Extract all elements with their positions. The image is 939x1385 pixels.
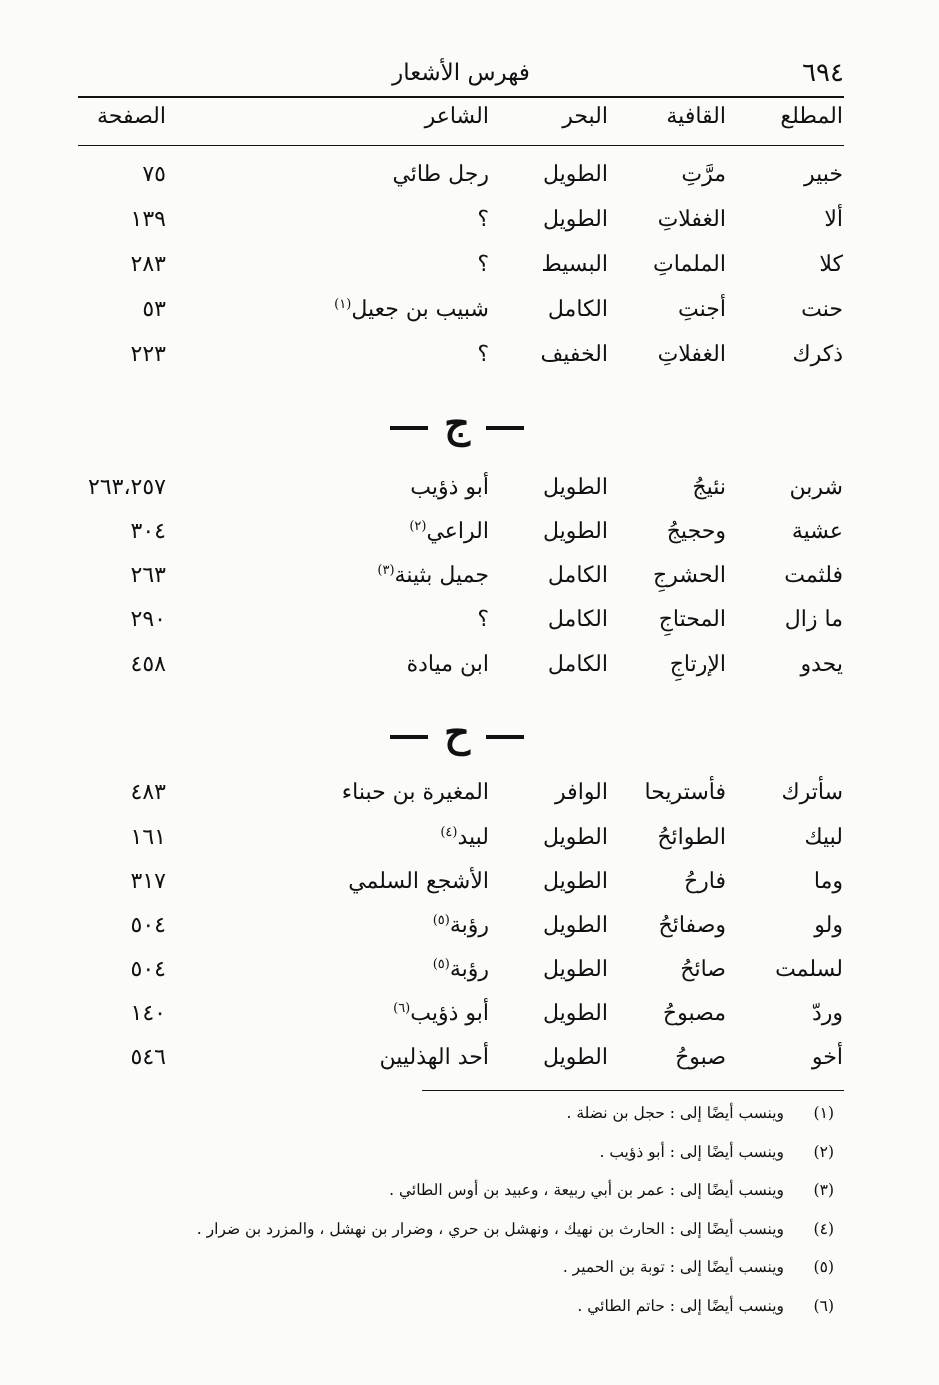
meter-cell: الوافر xyxy=(555,780,608,805)
poet-cell: رؤبة$^{(٥)}$ xyxy=(432,912,489,938)
opening-cell: فلثمت xyxy=(784,563,843,588)
section-letter: ح xyxy=(444,709,470,756)
page-ref-cell: ٥٠٤ xyxy=(130,957,166,982)
rhyme-cell: الغفلاتِ xyxy=(657,342,726,367)
page-ref-cell: ٣١٧ xyxy=(130,869,166,894)
rhyme-cell: المحتاجِ xyxy=(658,607,726,632)
footnote xyxy=(114,1297,834,1336)
footnote-text: وينسب أيضًا إلى : الحارث بن نهيك ، ونهشل بن حري ، وضرار بن نهشل ، والمزرد بن ضرار . xyxy=(196,1219,784,1238)
page-ref-cell: ٥٣ xyxy=(142,297,166,322)
table-row xyxy=(0,913,939,953)
col-header-poet: الشاعر xyxy=(424,104,489,129)
footnote-ref: (٦) xyxy=(393,1000,411,1016)
section-letter: ج xyxy=(444,400,470,447)
table-row xyxy=(0,869,939,909)
top-rule xyxy=(78,96,844,98)
meter-cell: الطويل xyxy=(542,957,608,982)
rhyme-cell: صائحُ xyxy=(680,957,726,982)
footnote-text: وينسب أيضًا إلى : عمر بن أبي ربيعة ، وعبيد بن أوس الطائي . xyxy=(389,1181,784,1199)
poet-cell: ابن ميادة xyxy=(406,652,489,677)
footnote xyxy=(114,1143,834,1182)
footnote-text: وينسب أيضًا إلى : حاتم الطائي . xyxy=(577,1296,784,1315)
meter-cell: الكامل xyxy=(547,563,608,588)
opening-cell: وردّ xyxy=(811,1001,843,1026)
poet-cell: لبيد$^{(٤)}$ xyxy=(440,824,489,850)
table-row xyxy=(0,563,939,603)
header-rule xyxy=(78,145,844,146)
opening-cell: لسلمت xyxy=(775,957,843,982)
poet-cell: الأشجع السلمي xyxy=(348,869,489,894)
meter-cell: الكامل xyxy=(547,652,608,677)
col-header-page: الصفحة xyxy=(96,104,166,129)
column-headers xyxy=(0,104,939,138)
footnote-number: (٥) xyxy=(813,1258,834,1276)
poet-cell: رجل طائي xyxy=(392,162,489,187)
page-ref-cell: ٥٠٤ xyxy=(130,913,166,938)
table-row xyxy=(0,162,939,202)
col-header-meter: البحر xyxy=(562,104,608,129)
table-row xyxy=(0,519,939,559)
rhyme-cell: مصبوحُ xyxy=(662,1001,726,1026)
opening-cell: شربن xyxy=(789,475,843,500)
meter-cell: الطويل xyxy=(542,869,608,894)
footnote-number: (١) xyxy=(813,1104,834,1122)
poet-cell: الراعي$^{(٢)}$ xyxy=(409,518,489,544)
rhyme-cell: نئيجُ xyxy=(692,475,726,500)
col-header-rhyme: القافية xyxy=(666,104,726,129)
table-row xyxy=(0,825,939,865)
footnote-ref: (٢) xyxy=(409,518,427,534)
running-title: فهرس الأشعار xyxy=(392,60,530,86)
page-ref-cell: ٤٥٨ xyxy=(130,652,166,677)
opening-cell: كلا xyxy=(819,252,843,277)
opening-cell: وما xyxy=(813,869,843,894)
table-row xyxy=(0,957,939,997)
table-row xyxy=(0,607,939,647)
divider-dash xyxy=(390,426,428,430)
footnote-number: (٣) xyxy=(813,1181,834,1199)
meter-cell: الخفيف xyxy=(540,342,608,367)
section-heading-jim xyxy=(390,400,524,450)
poet-cell: ؟ xyxy=(477,342,489,367)
table-row xyxy=(0,252,939,292)
rhyme-cell: الحشرجِ xyxy=(653,563,726,588)
meter-cell: الطويل xyxy=(542,162,608,187)
poet-cell: ؟ xyxy=(477,252,489,277)
table-row xyxy=(0,652,939,692)
page-ref-cell: ٢٢٣ xyxy=(130,342,166,367)
poet-cell: المغيرة بن حبناء xyxy=(341,780,489,805)
page-ref-cell: ٢٩٠ xyxy=(130,607,166,632)
table-row xyxy=(0,780,939,820)
footnote-rule xyxy=(422,1090,844,1091)
page-ref-cell: ١٤٠ xyxy=(130,1001,166,1026)
opening-cell: سأترك xyxy=(781,780,843,805)
running-head xyxy=(78,58,844,94)
meter-cell: الطويل xyxy=(542,1045,608,1070)
table-row xyxy=(0,1045,939,1085)
rhyme-cell: أجنتِ xyxy=(678,297,726,322)
table-row xyxy=(0,207,939,247)
footnote xyxy=(114,1181,834,1220)
poet-cell: ؟ xyxy=(477,207,489,232)
footnote-number: (٦) xyxy=(813,1296,834,1315)
footnote-text: وينسب أيضًا إلى : توبة بن الحمير . xyxy=(562,1258,784,1276)
page-number: ٦٩٤ xyxy=(802,58,844,88)
page-ref-cell: ٥٤٦ xyxy=(130,1045,166,1070)
poet-cell: أحد الهذليين xyxy=(379,1045,489,1070)
rhyme-cell: وحجيجُ xyxy=(666,519,726,544)
rhyme-cell: وصفائحُ xyxy=(658,913,726,938)
meter-cell: الطويل xyxy=(542,913,608,938)
opening-cell: ما زال xyxy=(784,607,843,632)
table-row xyxy=(0,475,939,515)
footnotes xyxy=(114,1104,834,1335)
rhyme-cell: صبوحُ xyxy=(675,1045,726,1070)
meter-cell: الكامل xyxy=(547,297,608,322)
footnote-text: وينسب أيضًا إلى : أبو ذؤيب . xyxy=(599,1142,784,1161)
page-ref-cell: ١٦١ xyxy=(130,825,166,850)
opening-cell: ذكرك xyxy=(792,342,843,367)
rhyme-cell: مرَّتِ xyxy=(681,162,726,187)
opening-cell: خبير xyxy=(803,162,843,187)
opening-cell: أخو xyxy=(811,1045,843,1070)
meter-cell: الطويل xyxy=(542,1001,608,1026)
opening-cell: يحدو xyxy=(800,652,843,677)
poet-cell: ؟ xyxy=(477,607,489,632)
rhyme-cell: الملماتِ xyxy=(653,252,726,277)
footnote-ref: (١) xyxy=(334,296,352,312)
footnote-ref: (٣) xyxy=(377,562,395,578)
rhyme-cell: الإرتاجِ xyxy=(669,652,726,677)
table-row xyxy=(0,297,939,337)
page-ref-cell: ١٣٩ xyxy=(130,207,166,232)
page-ref-cell: ٢٦٣،٢٥٧ xyxy=(88,475,166,500)
opening-cell: ألا xyxy=(824,207,843,232)
meter-cell: الطويل xyxy=(542,825,608,850)
footnote-number: (٤) xyxy=(813,1219,834,1238)
footnote-ref: (٥) xyxy=(432,956,450,972)
page-ref-cell: ٢٦٣ xyxy=(130,563,166,588)
page-ref-cell: ٢٨٣ xyxy=(130,252,166,277)
meter-cell: الطويل xyxy=(542,207,608,232)
poet-cell: أبو ذؤيب$^{(٦)}$ xyxy=(393,1000,489,1026)
page-ref-cell: ٣٠٤ xyxy=(130,519,166,544)
footnote-text: وينسب أيضًا إلى : حجل بن نضلة . xyxy=(566,1104,784,1122)
meter-cell: الطويل xyxy=(542,475,608,500)
poet-cell: رؤبة$^{(٥)}$ xyxy=(432,956,489,982)
col-header-opening: المطلع xyxy=(780,104,843,129)
footnote xyxy=(114,1104,834,1143)
meter-cell: الطويل xyxy=(542,519,608,544)
footnote-ref: (٥) xyxy=(432,912,450,928)
divider-dash xyxy=(390,735,428,739)
meter-cell: الكامل xyxy=(547,607,608,632)
opening-cell: عشية xyxy=(791,519,843,544)
poet-cell: شبيب بن جعيل$^{(١)}$ xyxy=(334,296,489,322)
opening-cell: حنت xyxy=(801,297,843,322)
section-heading-ha xyxy=(390,709,524,759)
poet-cell: أبو ذؤيب xyxy=(410,475,489,500)
meter-cell: البسيط xyxy=(541,252,608,277)
divider-dash xyxy=(486,735,524,739)
footnote-number: (٢) xyxy=(813,1142,834,1161)
rhyme-cell: فأستريحا xyxy=(644,780,726,805)
table-row xyxy=(0,1001,939,1041)
footnote-ref: (٤) xyxy=(440,824,458,840)
rhyme-cell: الغفلاتِ xyxy=(657,207,726,232)
opening-cell: لبيك xyxy=(804,825,843,850)
footnote xyxy=(114,1220,834,1259)
rhyme-cell: الطوائحُ xyxy=(657,825,726,850)
footnote xyxy=(114,1258,834,1297)
opening-cell: ولو xyxy=(814,913,843,938)
poet-cell: جميل بثينة$^{(٣)}$ xyxy=(377,562,489,588)
table-row xyxy=(0,342,939,382)
divider-dash xyxy=(486,426,524,430)
rhyme-cell: فارحُ xyxy=(683,869,726,894)
page-ref-cell: ٤٨٣ xyxy=(130,780,166,805)
page-ref-cell: ٧٥ xyxy=(142,162,166,187)
